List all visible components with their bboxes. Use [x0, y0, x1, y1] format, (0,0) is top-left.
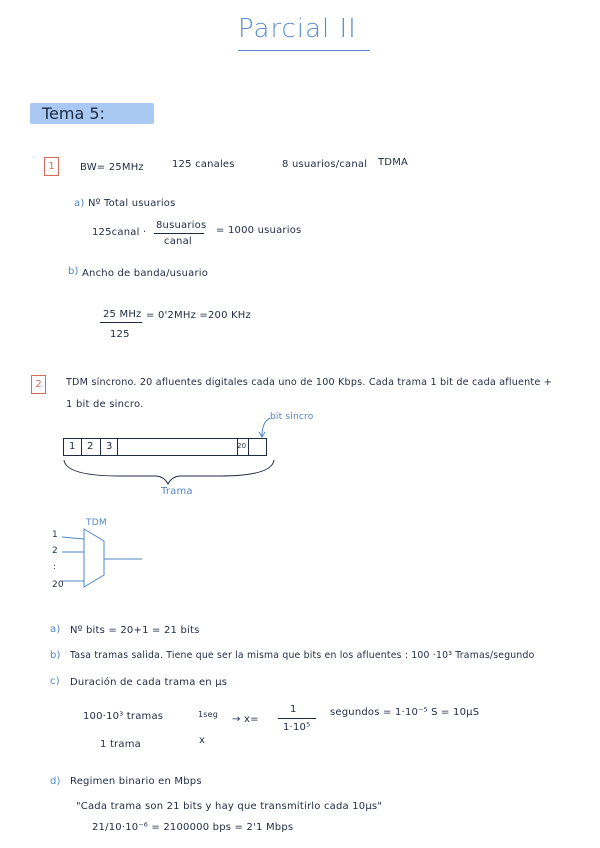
- p2-d-label: d): [50, 776, 61, 787]
- problem-2-number: 2: [31, 375, 46, 394]
- frame-divider: [117, 438, 118, 456]
- frame-divider: [100, 438, 101, 456]
- p1-a-text: Nº Total usuarios: [88, 198, 176, 209]
- trama-brace: [60, 458, 280, 488]
- p1-b-result: = 0'2MHz =200 KHz: [146, 310, 251, 321]
- trama-label: Trama: [161, 486, 193, 497]
- p1-b-frac-num: 25 MHz: [103, 309, 142, 320]
- p2-b-label: b): [50, 650, 61, 661]
- p1-a-left: 125canal ·: [92, 227, 147, 238]
- mux-input-2: 2: [52, 546, 58, 556]
- p2-c-row1-mid: 1seg: [198, 710, 219, 719]
- frame-cell-1: 1: [69, 441, 76, 452]
- frame-cell-20: 20: [237, 442, 247, 450]
- p2-c-label: c): [50, 676, 60, 687]
- mux-label: TDM: [86, 518, 107, 528]
- p1-bandwidth: BW= 25MHz: [80, 162, 144, 173]
- p2-c-row1-arrow: → x=: [232, 714, 259, 725]
- p2-d-calc: 21/10·10⁻⁶ = 2100000 bps = 2'1 Mbps: [92, 822, 294, 833]
- frame-cell-2: 2: [87, 441, 94, 452]
- title-underline: [238, 50, 370, 51]
- frame-divider: [248, 438, 249, 456]
- mux-input-1: 1: [52, 530, 58, 540]
- p2-c-frac-line: [278, 718, 316, 719]
- p2-c-frac-den: 1·10⁵: [283, 722, 311, 733]
- p1-a-result: = 1000 usuarios: [216, 225, 302, 236]
- p1-tdma: TDMA: [378, 157, 409, 168]
- p2-c-row2-left: 1 trama: [100, 739, 141, 750]
- p1-a-frac-num: 8usuarios: [156, 220, 207, 231]
- p2-c-row1-left: 100·10³ tramas: [83, 711, 164, 722]
- bit-sincro-label: bit sincro: [270, 412, 314, 422]
- p2-d-text: Regimen binario en Mbps: [70, 776, 202, 787]
- p1-a-label: a): [74, 198, 85, 209]
- p1-b-frac-line: [100, 322, 142, 323]
- frame-cell-3: 3: [106, 441, 113, 452]
- mux-input-20: 20: [52, 580, 64, 590]
- p1-b-label: b): [68, 266, 79, 277]
- p1-a-frac-den: canal: [164, 236, 192, 247]
- p1-b-frac-den: 125: [110, 329, 130, 340]
- tema-heading: Tema 5:: [42, 104, 105, 123]
- page-title: Parcial II: [238, 14, 357, 44]
- p1-a-frac-line: [154, 233, 204, 234]
- p1-canales: 125 canales: [172, 159, 235, 170]
- mux-icon: [60, 525, 150, 595]
- frame-divider: [81, 438, 82, 456]
- p1-usuarios: 8 usuarios/canal: [282, 159, 368, 170]
- p2-a-text: Nº bits = 20+1 = 21 bits: [70, 625, 200, 636]
- p2-c-frac-num: 1: [290, 704, 297, 715]
- p2-c-row2-mid: x: [199, 735, 206, 746]
- p2-d-quote: "Cada trama son 21 bits y hay que transmitirlo cada 10µs": [76, 801, 383, 812]
- p2-c-result: segundos = 1·10⁻⁵ S = 10µS: [330, 707, 480, 718]
- mux-input-dots: :: [53, 562, 56, 571]
- p2-a-label: a): [50, 624, 61, 635]
- p2-statement-line1: TDM síncrono. 20 afluentes digitales cada uno de 100 Kbps. Cada trama 1 bit de cada afluente +: [66, 377, 552, 388]
- p1-b-text: Ancho de banda/usuario: [82, 268, 209, 279]
- p2-c-text: Duración de cada trama en µs: [70, 677, 228, 688]
- p2-statement-line2: 1 bit de sincro.: [66, 399, 144, 410]
- problem-1-number: 1: [44, 157, 59, 176]
- p2-b-text: Tasa tramas salida. Tiene que ser la misma que bits en los afluentes : 100 ·10³ Tramas/segundo: [70, 650, 535, 661]
